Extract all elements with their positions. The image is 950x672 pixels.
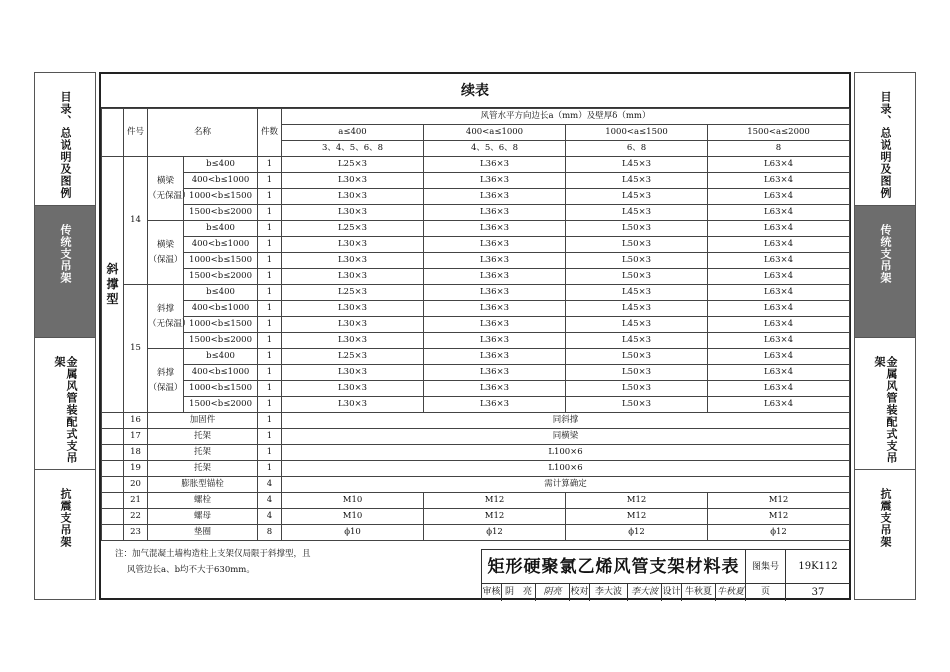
item-name: 托架: [148, 429, 258, 445]
spec-value: ϕ12: [566, 525, 708, 541]
spec-value: L45×3: [566, 317, 708, 333]
spec-value: L30×3: [282, 189, 424, 205]
side-nav-label: 目录、总说明及图例: [879, 91, 892, 199]
quantity: 1: [258, 349, 282, 365]
table-row: [102, 525, 850, 541]
footnote-line: 注：加气混凝土墙构造柱上支架仅局限于斜撑型，且: [115, 549, 311, 559]
b-range: 1000<b≤1500: [184, 189, 258, 205]
spec-value: M12: [708, 509, 850, 525]
spec-value: L45×3: [566, 301, 708, 317]
spec-value: L25×3: [282, 157, 424, 173]
b-range: 400<b≤1000: [184, 173, 258, 189]
spec-value: L30×3: [282, 253, 424, 269]
spec-value: M12: [566, 493, 708, 509]
checker-name: 李大波: [590, 584, 628, 601]
spec-value: L63×4: [708, 189, 850, 205]
quantity: 1: [258, 253, 282, 269]
spec-value: L30×3: [282, 173, 424, 189]
quantity: 1: [258, 317, 282, 333]
spec-value: M10: [282, 493, 424, 509]
header-blank: [102, 109, 124, 157]
item-name: 螺栓: [148, 493, 258, 509]
page-number: 37: [811, 587, 825, 598]
spec-value: L25×3: [282, 285, 424, 301]
part-number: 18: [124, 445, 148, 461]
item-name-line: 横梁: [156, 239, 174, 250]
spec-value: L36×3: [424, 237, 566, 253]
side-nav-label: 抗震支吊架: [879, 488, 892, 548]
spec-value: L30×3: [282, 365, 424, 381]
quantity: 1: [258, 269, 282, 285]
spec-value: 同斜撑: [282, 413, 850, 429]
table-row: [102, 173, 850, 189]
spec-value: L50×3: [566, 269, 708, 285]
spec-value: L36×3: [424, 189, 566, 205]
spec-value: ϕ12: [708, 525, 850, 541]
header-range: 400<a≤1000: [424, 125, 566, 141]
item-name: 加固件: [148, 413, 258, 429]
item-name: [148, 349, 184, 413]
table-row: [102, 221, 850, 237]
quantity: 8: [258, 525, 282, 541]
title-block: [481, 549, 849, 600]
table-row: [102, 493, 850, 509]
spec-value: L50×3: [566, 365, 708, 381]
row-blank: [102, 461, 124, 477]
right-side-nav: [854, 72, 916, 600]
b-range: b≤400: [184, 285, 258, 301]
checker-signature: 李大波: [628, 584, 662, 601]
spec-value: L30×3: [282, 317, 424, 333]
spec-value: L36×3: [424, 253, 566, 269]
item-name: [148, 221, 184, 285]
atlas-number: 19K112: [786, 550, 850, 584]
table-row: [102, 269, 850, 285]
row-blank: [102, 429, 124, 445]
header-group: 风管水平方向边长a（mm）及壁厚δ（mm）: [282, 109, 850, 125]
quantity: 1: [258, 381, 282, 397]
quantity: 1: [258, 365, 282, 381]
category-label: [102, 157, 124, 413]
spec-value: L63×4: [708, 333, 850, 349]
row-blank: [102, 413, 124, 429]
b-range: 1000<b≤1500: [184, 317, 258, 333]
item-name-line: 斜撑: [156, 303, 174, 314]
quantity: 4: [258, 493, 282, 509]
quantity: 1: [258, 333, 282, 349]
table-row: [102, 477, 850, 493]
quantity: 1: [258, 285, 282, 301]
quantity: 1: [258, 205, 282, 221]
table-row: [102, 253, 850, 269]
spec-value: L45×3: [566, 205, 708, 221]
item-name-line: 横梁: [156, 175, 174, 186]
spec-value: L25×3: [282, 349, 424, 365]
header-row-1: [102, 109, 850, 125]
b-range: b≤400: [184, 221, 258, 237]
spec-value: ϕ10: [282, 525, 424, 541]
spec-value: L36×3: [424, 333, 566, 349]
spec-value: L50×3: [566, 397, 708, 413]
row-blank: [102, 477, 124, 493]
spec-value: L36×3: [424, 269, 566, 285]
b-range: 400<b≤1000: [184, 237, 258, 253]
spec-value: L36×3: [424, 285, 566, 301]
drawing-title: 矩形硬聚氯乙烯风管支架材料表: [482, 550, 746, 584]
spec-value: L45×3: [566, 173, 708, 189]
spec-value: L36×3: [424, 397, 566, 413]
part-number: 16: [124, 413, 148, 429]
row-blank: [102, 445, 124, 461]
quantity: 1: [258, 461, 282, 477]
drawing-frame: [99, 72, 851, 600]
spec-value: L45×3: [566, 333, 708, 349]
quantity: 1: [258, 173, 282, 189]
spec-value: L63×4: [708, 237, 850, 253]
table-row: [102, 365, 850, 381]
side-nav-label: 目录、总说明及图例: [59, 91, 72, 199]
table-row: [102, 397, 850, 413]
side-nav-label: 金属风管装配式支吊架: [53, 356, 78, 464]
side-nav-section-1[interactable]: [35, 73, 95, 206]
spec-value: L36×3: [424, 157, 566, 173]
material-table: [101, 108, 850, 541]
side-nav-label: 抗震支吊架: [59, 488, 72, 548]
spec-value: L30×3: [282, 333, 424, 349]
item-name: 托架: [148, 445, 258, 461]
spec-value: L30×3: [282, 205, 424, 221]
spec-value: L36×3: [424, 173, 566, 189]
spec-value: L50×3: [566, 381, 708, 397]
table-row: [102, 301, 850, 317]
category-char: 撑: [106, 277, 119, 291]
spec-value: L45×3: [566, 285, 708, 301]
item-name: [148, 285, 191, 349]
category-char: 斜: [106, 262, 119, 276]
spec-value: L100×6: [282, 445, 850, 461]
spec-value: L36×3: [424, 301, 566, 317]
spec-value: L25×3: [282, 221, 424, 237]
spec-value: L63×4: [708, 253, 850, 269]
spec-value: L36×3: [424, 349, 566, 365]
part-number: 19: [124, 461, 148, 477]
table-row: [102, 237, 850, 253]
quantity: 1: [258, 301, 282, 317]
spec-value: L63×4: [708, 381, 850, 397]
spec-value: L63×4: [708, 365, 850, 381]
header-thickness: 4、5、6、8: [424, 141, 566, 157]
row-blank: [102, 509, 124, 525]
table-row: [102, 349, 850, 365]
item-name-line: （无保温）: [148, 190, 191, 201]
spec-value: L36×3: [424, 365, 566, 381]
spec-value: ϕ12: [424, 525, 566, 541]
b-range: 400<b≤1000: [184, 365, 258, 381]
table-row: [102, 429, 850, 445]
side-nav-label: 传统支吊架: [59, 224, 72, 284]
part-number: 21: [124, 493, 148, 509]
b-range: 400<b≤1000: [184, 301, 258, 317]
b-range: 1500<b≤2000: [184, 397, 258, 413]
item-name: 膨胀型锚栓: [148, 477, 258, 493]
header-name: 名称: [148, 109, 258, 157]
spec-value: L45×3: [566, 157, 708, 173]
item-name: 托架: [148, 461, 258, 477]
b-range: 1500<b≤2000: [184, 205, 258, 221]
b-range: 1000<b≤1500: [184, 253, 258, 269]
spec-value: L30×3: [282, 381, 424, 397]
table-row: [102, 189, 850, 205]
spec-value: L63×4: [708, 397, 850, 413]
header-range: a≤400: [282, 125, 424, 141]
side-nav-section-4[interactable]: [35, 470, 95, 601]
spec-value: L63×4: [708, 157, 850, 173]
item-name: [148, 157, 191, 221]
quantity: 1: [258, 397, 282, 413]
header-thickness: 6、8: [566, 141, 708, 157]
header-range: 1000<a≤1500: [566, 125, 708, 141]
designer-name: 牛秋夏: [682, 584, 716, 601]
spec-value: L63×4: [708, 173, 850, 189]
b-range: 1500<b≤2000: [184, 269, 258, 285]
quantity: 1: [258, 189, 282, 205]
left-side-nav: [34, 72, 96, 600]
footnote-line: 风管边长a、b均不大于630mm。: [127, 565, 255, 575]
item-name-line: （保温）: [148, 382, 183, 393]
part-number: 17: [124, 429, 148, 445]
b-range: b≤400: [184, 349, 258, 365]
header-thickness: 8: [708, 141, 850, 157]
category-char: 型: [106, 292, 119, 306]
side-nav-section-1[interactable]: [855, 73, 915, 206]
spec-value: L30×3: [282, 301, 424, 317]
side-nav-section-2[interactable]: [855, 206, 915, 338]
side-nav-section-2[interactable]: [35, 206, 95, 338]
header-range: 1500<a≤2000: [708, 125, 850, 141]
design-label: 设计: [662, 584, 682, 601]
spec-value: M12: [708, 493, 850, 509]
side-nav-label: 传统支吊架: [879, 224, 892, 284]
quantity: 1: [258, 413, 282, 429]
b-range: b≤400: [184, 157, 258, 173]
atlas-label: 图集号: [746, 550, 786, 584]
table-row: [102, 445, 850, 461]
quantity: 4: [258, 477, 282, 493]
quantity: 1: [258, 429, 282, 445]
spec-value: L63×4: [708, 317, 850, 333]
footnote: [115, 546, 455, 578]
part-number: 20: [124, 477, 148, 493]
quantity: 1: [258, 221, 282, 237]
spec-value: L63×4: [708, 301, 850, 317]
spec-value: L36×3: [424, 381, 566, 397]
side-nav-section-3[interactable]: [855, 338, 915, 470]
item-name: 垫圈: [148, 525, 258, 541]
spec-value: L63×4: [708, 349, 850, 365]
reviewer-signature: 阴亮: [536, 584, 570, 601]
spec-value: M12: [424, 509, 566, 525]
review-label: 审核: [482, 584, 502, 601]
spec-value: L36×3: [424, 221, 566, 237]
table-row: [102, 205, 850, 221]
side-nav-section-3[interactable]: [35, 338, 95, 470]
quantity: 1: [258, 237, 282, 253]
spec-value: 需计算确定: [282, 477, 850, 493]
spec-value: L30×3: [282, 397, 424, 413]
b-range: 1500<b≤2000: [184, 333, 258, 349]
spec-value: L63×4: [708, 221, 850, 237]
reviewer-name: 阴 亮: [502, 584, 536, 601]
spec-value: L50×3: [566, 221, 708, 237]
item-name-line: （无保温）: [148, 318, 191, 329]
spec-value: L63×4: [708, 285, 850, 301]
part-number: 22: [124, 509, 148, 525]
side-nav-label: 金属风管装配式支吊架: [873, 356, 898, 464]
part-number: 14: [124, 157, 148, 285]
quantity: 1: [258, 157, 282, 173]
b-range: 1000<b≤1500: [184, 381, 258, 397]
quantity: 4: [258, 509, 282, 525]
spec-value: M12: [424, 493, 566, 509]
spec-value: L30×3: [282, 269, 424, 285]
spec-value: L36×3: [424, 205, 566, 221]
row-blank: [102, 525, 124, 541]
header-qty: 件数: [258, 109, 282, 157]
table-row: [102, 317, 850, 333]
spec-value: L63×4: [708, 269, 850, 285]
table-row: [102, 461, 850, 477]
spec-value: L100×6: [282, 461, 850, 477]
header-thickness: 3、4、5、6、8: [282, 141, 424, 157]
spec-value: L30×3: [282, 237, 424, 253]
quantity: 1: [258, 445, 282, 461]
spec-value: L36×3: [424, 317, 566, 333]
spec-value: M12: [566, 509, 708, 525]
side-nav-section-4[interactable]: [855, 470, 915, 601]
spec-value: L50×3: [566, 253, 708, 269]
item-name-line: （保温）: [148, 254, 183, 265]
table-row: [102, 285, 850, 301]
part-number: 23: [124, 525, 148, 541]
part-number: 15: [124, 285, 148, 413]
spec-value: L45×3: [566, 189, 708, 205]
check-label: 校对: [570, 584, 590, 601]
item-name-line: 斜撑: [156, 367, 174, 378]
table-row: [102, 333, 850, 349]
header-part-no: 件号: [124, 109, 148, 157]
page-title: 续表: [101, 74, 849, 108]
table-row: [102, 413, 850, 429]
item-name: 螺母: [148, 509, 258, 525]
designer-signature: 牛秋夏: [716, 584, 746, 601]
spec-value: L50×3: [566, 237, 708, 253]
row-blank: [102, 493, 124, 509]
spec-value: L63×4: [708, 205, 850, 221]
page-label: 页: [746, 584, 786, 601]
table-row: [102, 381, 850, 397]
spec-value: M10: [282, 509, 424, 525]
spec-value: L50×3: [566, 349, 708, 365]
spec-value: 同横梁: [282, 429, 850, 445]
table-row: [102, 157, 850, 173]
table-row: [102, 509, 850, 525]
